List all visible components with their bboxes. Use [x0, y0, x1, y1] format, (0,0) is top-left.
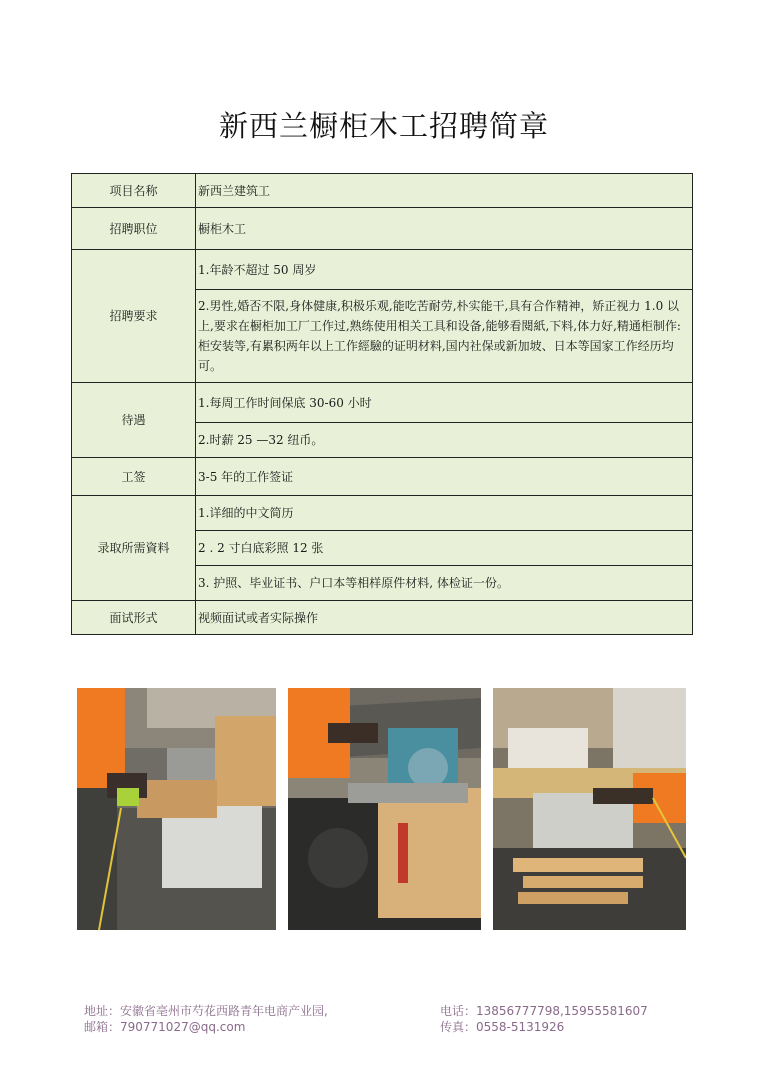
photo-worker-sanding: [77, 688, 276, 930]
table-row: [72, 208, 693, 250]
photo-worker-mitre-saw: [288, 688, 481, 930]
table-row: [72, 174, 693, 208]
label-benefits: 待遇: [72, 383, 196, 458]
recruitment-table: [71, 173, 693, 635]
label-documents: 录取所需資料: [72, 496, 196, 601]
value-visa: 3-5 年的工作签证: [196, 458, 693, 496]
label-position: 招聘职位: [72, 208, 196, 250]
table-row: [72, 601, 693, 635]
requirement-item: 1.年龄不超过 50 周岁: [196, 250, 693, 290]
table-row: [72, 458, 693, 496]
footer-address: 地址：安徽省亳州市芍花西路青年电商产业园,: [84, 1004, 328, 1018]
photo-worker-table-saw: [493, 688, 686, 930]
document-item: 2 . 2 寸白底彩照 12 张: [196, 531, 693, 566]
table-row: [72, 250, 693, 290]
label-interview: 面试形式: [72, 601, 196, 635]
footer-phone: 电话：13856777798,15955581607: [440, 1004, 648, 1018]
footer-fax: 传真：0558-5131926: [440, 1020, 565, 1034]
document-item: 3. 护照、毕业证书、户口本等相样原件材料, 体检证一份。: [196, 566, 693, 601]
footer-email: 邮箱：790771027@qq.com: [84, 1020, 246, 1034]
requirement-item: 2.男性,婚否不限,身体健康,积极乐观,能吃苦耐劳,朴实能干,具有合作精神，矫正视力 1.0 以上,要求在橱柜加工厂工作过,熟练使用相关工具和设备,能够看閱紙,下料,体力好,精通柜制作:柜安装等,有累积两年以上工作經驗的证明材料,国内社保或新加坡、日本等国家工作经历均可。: [196, 290, 693, 383]
label-project: 项目名称: [72, 174, 196, 208]
document-item: 1.详细的中文简历: [196, 496, 693, 531]
page-title: 新西兰橱柜木工招聘简章: [218, 109, 549, 143]
label-visa: 工签: [72, 458, 196, 496]
table-row: [72, 383, 693, 423]
table-row: [72, 496, 693, 531]
value-project: 新西兰建筑工: [196, 174, 693, 208]
value-interview: 视频面试或者实际操作: [196, 601, 693, 635]
label-requirements: 招聘要求: [72, 250, 196, 383]
photo-strip: [77, 688, 686, 930]
benefit-item: 1.每周工作时间保底 30-60 小时: [196, 383, 693, 423]
value-position: 橱柜木工: [196, 208, 693, 250]
benefit-item: 2.时薪 25 —32 纽币。: [196, 423, 693, 458]
